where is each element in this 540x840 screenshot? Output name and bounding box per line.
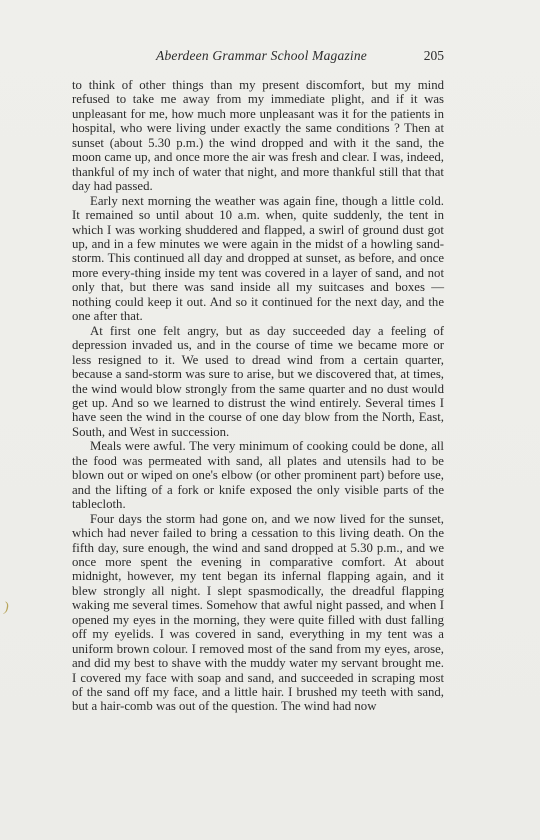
margin-pencil-mark: ): [4, 600, 9, 615]
page-number: 205: [423, 48, 444, 63]
running-head: [72, 48, 444, 66]
paragraph-2: Early next morning the weather was again fine, though a little cold. It remained so until about 10 a.m. when, quite suddenly, the tent in which I was working shuddered and flapped, a swirl of ground dust got up, and in a few minutes we were again in the midst of a howling sand-storm. This continued all day and dropped at sunset, as before, and once more every-thing inside my tent was covered in a layer of sand, and not only that, but there was sand inside all my suitcases and boxes —nothing could keep it out. And so it continued for the next day, and the one after that.: [72, 193, 444, 324]
paragraph-3: At first one felt angry, but as day succeeded day a feeling of depression invaded us, and in the course of time we became more or less resigned to it. We used to dread wind from a certain quarter, because a sand-storm was sure to arise, but we discovered that, at times, the wind would blow strongly from the same quarter and no dust would get up. And so we learned to distrust the wind entirely. Several times I have seen the wind in the course of one day blow from the North, East, South, and West in succession.: [72, 323, 444, 439]
paragraph-1: to think of other things than my present discomfort, but my mind refused to take me away from my immediate plight, and if it was unpleasant for me, how much more unpleasant was it for the patients in hospital, who were living under exactly the same conditions ? Then at sunset (about 5.30 p.m.) the wind dropped and with it the sand, the moon came up, and once more the air was fresh and clear. I was, indeed, thankful of my inch of water that night, and more thankful still that that day had passed.: [72, 78, 444, 194]
journal-title: Aberdeen Grammar School Magazine: [156, 48, 367, 63]
paragraph-5: Four days the storm had gone on, and we now lived for the sunset, which had never failed to bring a cessation to this living death. On the fifth day, sure enough, the wind and sand dropped at 5.30 p.m., and we once more spent the evening in comparative comfort. At about midnight, however, my tent began its infernal flapping again, and it blew strongly all night. I slept spasmodically, the dreadful flapping waking me several times. Somehow that awful night passed, and when I opened my eyes in the morning, they were quite filled with dust falling off my eyelids. I was covered in sand, everything in my tent was a uniform brown colour. I removed most of the sand from my eyes, arose, and did my best to shave with the muddy water my servant brought me. I covered my face with soap and sand, and succeeded in scraping most of the sand off my face, and a little hair. I brushed my teeth with sand, but a hair-comb was out of the question. The wind had now: [72, 511, 444, 714]
article-body: [72, 78, 444, 714]
paragraph-4: Meals were awful. The very minimum of cooking could be done, all the food was permeated with sand, all plates and utensils had to be blown out or wiped on one's elbow (or other prominent part) before use, and the lifting of a fork or knife exposed the only visible parts of the tablecloth.: [72, 439, 444, 512]
